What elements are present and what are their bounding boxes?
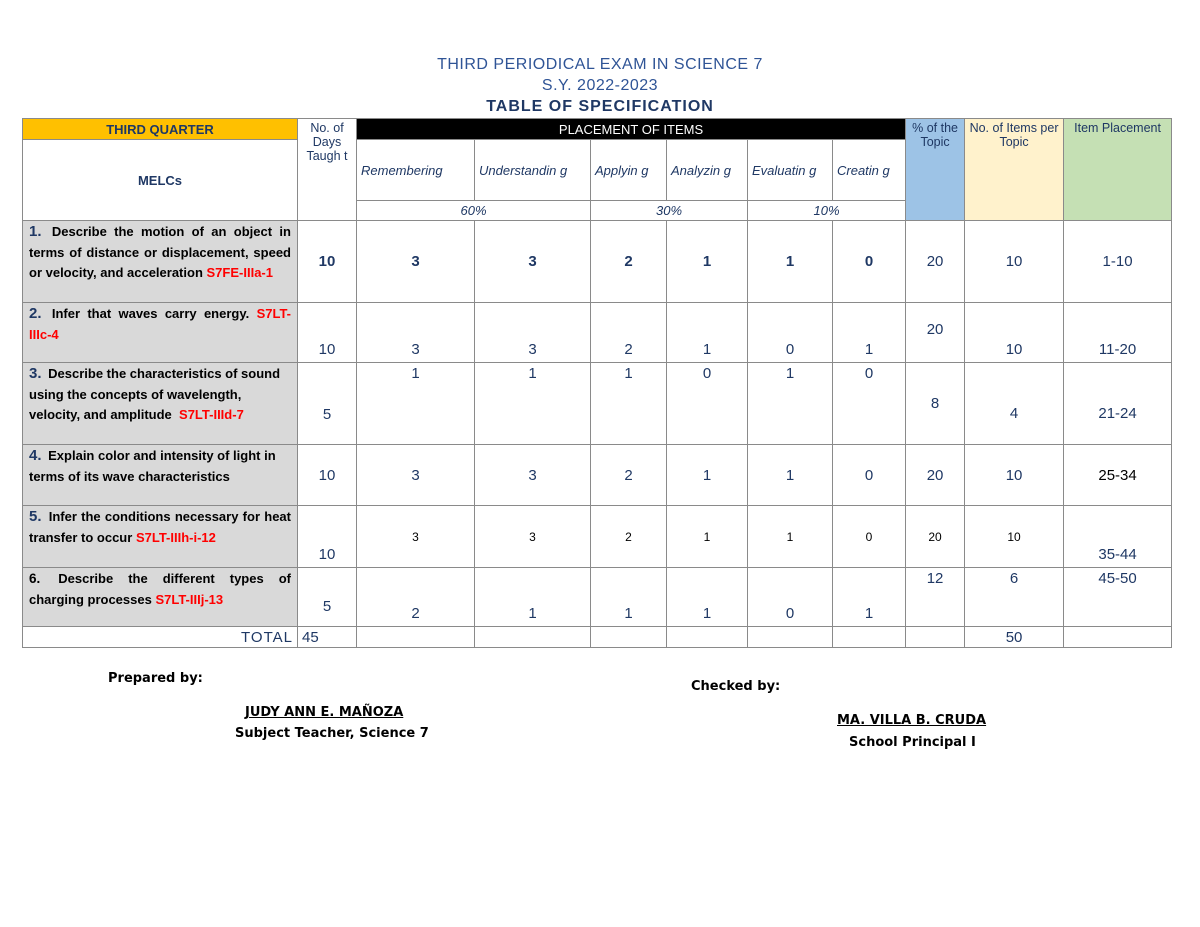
- analyzing-cell: 1: [667, 506, 748, 568]
- understanding-cell: 1: [475, 568, 591, 627]
- checked-name: MA. VILLA B. CRUDA: [837, 713, 987, 728]
- total-row: [23, 627, 1172, 648]
- applying-cell: 2: [591, 445, 667, 506]
- analyzing-cell: 1: [667, 445, 748, 506]
- analyzing-cell: 1: [667, 221, 748, 303]
- header-row-1: [23, 119, 1172, 140]
- melc-cell: 6. Describe the different types of charging processes S7LT-IIIj-13: [23, 568, 298, 627]
- table-row: [23, 303, 1172, 363]
- creating-cell: 1: [833, 303, 906, 363]
- placement-header: PLACEMENT OF ITEMS: [357, 119, 906, 140]
- melc-cell: 5. Infer the conditions necessary for heat transfer to occur S7LT-IIIh-i-12: [23, 506, 298, 568]
- table-row: [23, 506, 1172, 568]
- percent-cell: 20: [906, 506, 965, 568]
- level-understanding: Understandin g: [475, 140, 591, 201]
- melc-cell: 3. Describe the characteristics of sound using the concepts of wavelength, velocity, and amplitude S7LT-IIId-7: [23, 363, 298, 445]
- total-label: TOTAL: [23, 627, 298, 648]
- creating-cell: 0: [833, 445, 906, 506]
- items-cell: 10: [965, 506, 1064, 568]
- applying-cell: 1: [591, 568, 667, 627]
- percent-cell: 20: [906, 445, 965, 506]
- checked-title: School Principal I: [849, 735, 976, 750]
- days-cell: 5: [298, 568, 357, 627]
- table-row: [23, 221, 1172, 303]
- items-cell: 10: [965, 303, 1064, 363]
- table-title: TABLE OF SPECIFICATION: [486, 98, 714, 115]
- evaluating-cell: 1: [748, 445, 833, 506]
- understanding-cell: 3: [475, 506, 591, 568]
- percent-cell: 12: [906, 568, 965, 627]
- applying-cell: 2: [591, 221, 667, 303]
- remembering-cell: 3: [357, 303, 475, 363]
- items-cell: 4: [965, 363, 1064, 445]
- evaluating-cell: 0: [748, 303, 833, 363]
- creating-cell: 0: [833, 363, 906, 445]
- creating-cell: 0: [833, 221, 906, 303]
- melcs-header: MELCs: [23, 140, 298, 221]
- weight-10: 10%: [748, 201, 906, 221]
- days-cell: 10: [298, 506, 357, 568]
- remembering-cell: 1: [357, 363, 475, 445]
- percent-cell: 8: [906, 363, 965, 445]
- evaluating-cell: 1: [748, 363, 833, 445]
- quarter-header: THIRD QUARTER: [23, 119, 298, 140]
- item-placement-header: Item Placement: [1064, 119, 1172, 221]
- table-row: [23, 445, 1172, 506]
- prepared-label: Prepared by:: [108, 671, 203, 686]
- days-cell: 10: [298, 221, 357, 303]
- placement-cell: 35-44: [1064, 506, 1172, 568]
- applying-cell: 2: [591, 506, 667, 568]
- understanding-cell: 3: [475, 221, 591, 303]
- understanding-cell: 3: [475, 445, 591, 506]
- school-year: S.Y. 2022-2023: [541, 77, 659, 94]
- placement-cell: 45-50: [1064, 568, 1172, 627]
- checked-label: Checked by:: [691, 679, 781, 694]
- placement-cell: 25-34: [1064, 445, 1172, 506]
- understanding-cell: 3: [475, 303, 591, 363]
- remembering-cell: 3: [357, 445, 475, 506]
- items-cell: 10: [965, 445, 1064, 506]
- prepared-title: Subject Teacher, Science 7: [235, 726, 429, 741]
- creating-cell: 0: [833, 506, 906, 568]
- analyzing-cell: 0: [667, 363, 748, 445]
- total-days: 45: [298, 627, 357, 648]
- days-header: No. of Days Taugh t: [298, 119, 357, 221]
- days-cell: 10: [298, 445, 357, 506]
- remembering-cell: 2: [357, 568, 475, 627]
- table-row: [23, 568, 1172, 627]
- weight-30: 30%: [591, 201, 748, 221]
- melc-cell: 2. Infer that waves carry energy. S7LT-IIIc-4: [23, 303, 298, 363]
- placement-cell: 1-10: [1064, 221, 1172, 303]
- exam-title: THIRD PERIODICAL EXAM IN SCIENCE 7: [437, 56, 763, 73]
- analyzing-cell: 1: [667, 303, 748, 363]
- evaluating-cell: 0: [748, 568, 833, 627]
- items-cell: 6: [965, 568, 1064, 627]
- table-row: [23, 363, 1172, 445]
- level-analyzing: Analyzin g: [667, 140, 748, 201]
- understanding-cell: 1: [475, 363, 591, 445]
- items-cell: 10: [965, 221, 1064, 303]
- percent-cell: 20: [906, 303, 965, 363]
- placement-cell: 21-24: [1064, 363, 1172, 445]
- total-items: 50: [965, 627, 1064, 648]
- level-creating: Creatin g: [833, 140, 906, 201]
- applying-cell: 1: [591, 363, 667, 445]
- melc-cell: 1. Describe the motion of an object in terms of distance or displacement, speed or velocity, and acceleration S7FE-IIIa-1: [23, 221, 298, 303]
- items-per-topic-header: No. of Items per Topic: [965, 119, 1064, 221]
- placement-cell: 11-20: [1064, 303, 1172, 363]
- level-evaluating: Evaluatin g: [748, 140, 833, 201]
- applying-cell: 2: [591, 303, 667, 363]
- level-applying: Applyin g: [591, 140, 667, 201]
- analyzing-cell: 1: [667, 568, 748, 627]
- remembering-cell: 3: [357, 506, 475, 568]
- days-cell: 10: [298, 303, 357, 363]
- remembering-cell: 3: [357, 221, 475, 303]
- specification-table: [22, 118, 1172, 648]
- evaluating-cell: 1: [748, 506, 833, 568]
- prepared-name: JUDY ANN E. MAÑOZA: [245, 705, 404, 720]
- melc-cell: 4. Explain color and intensity of light in terms of its wave characteristics: [23, 445, 298, 506]
- creating-cell: 1: [833, 568, 906, 627]
- percent-header: % of the Topic: [906, 119, 965, 221]
- level-remembering: Remembering: [357, 140, 475, 201]
- evaluating-cell: 1: [748, 221, 833, 303]
- weight-60: 60%: [357, 201, 591, 221]
- days-cell: 5: [298, 363, 357, 445]
- percent-cell: 20: [906, 221, 965, 303]
- document-header: [0, 54, 1200, 117]
